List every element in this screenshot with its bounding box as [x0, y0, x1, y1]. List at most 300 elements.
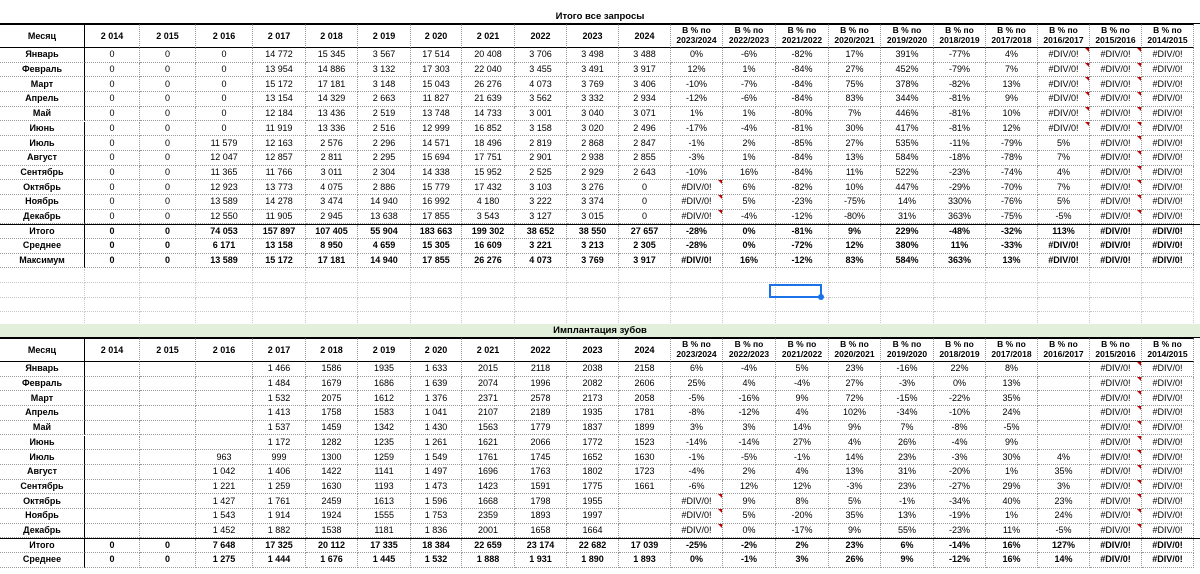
column-header[interactable]: 2 020 — [411, 24, 462, 48]
value-cell[interactable]: 3 276 — [567, 180, 619, 195]
value-cell[interactable]: 9% — [986, 436, 1038, 451]
value-cell[interactable]: 1 549 — [411, 450, 462, 465]
value-cell[interactable]: 14 886 — [306, 63, 358, 78]
value-cell[interactable]: -79% — [986, 136, 1038, 151]
value-cell[interactable]: 14 772 — [253, 48, 306, 63]
value-cell[interactable]: 1955 — [567, 494, 619, 509]
value-cell[interactable]: 113% — [1038, 225, 1090, 239]
value-cell[interactable]: 0 — [85, 195, 140, 210]
value-cell[interactable]: -84% — [776, 166, 829, 181]
value-cell[interactable]: 5% — [723, 195, 776, 210]
value-cell[interactable] — [140, 465, 196, 480]
value-cell[interactable]: 9% — [829, 524, 881, 539]
value-cell[interactable]: -20% — [776, 509, 829, 524]
value-cell[interactable]: 1% — [723, 107, 776, 122]
column-header[interactable]: В % по 2023/2024 — [671, 24, 723, 48]
value-cell[interactable]: 3 374 — [567, 195, 619, 210]
value-cell[interactable]: 1181 — [358, 524, 411, 539]
value-cell[interactable]: 17 432 — [462, 180, 515, 195]
value-cell[interactable]: 0 — [619, 195, 671, 210]
month-cell[interactable]: Октябрь — [0, 180, 85, 195]
value-cell[interactable]: -1% — [881, 494, 934, 509]
value-cell[interactable]: 26% — [881, 436, 934, 451]
empty-cell[interactable] — [462, 298, 515, 313]
empty-cell[interactable] — [881, 298, 934, 313]
value-cell[interactable]: #DIV/0! — [1090, 362, 1142, 377]
value-cell[interactable]: 27 657 — [619, 225, 671, 239]
empty-cell[interactable] — [1142, 283, 1194, 298]
value-cell[interactable]: #DIV/0! — [1090, 77, 1142, 92]
empty-cell[interactable] — [0, 298, 85, 313]
value-cell[interactable]: 0 — [196, 77, 253, 92]
empty-cell[interactable] — [1090, 298, 1142, 313]
value-cell[interactable]: -4% — [723, 210, 776, 225]
month-cell[interactable]: Август — [0, 151, 85, 166]
value-cell[interactable] — [85, 480, 140, 495]
value-cell[interactable]: 7% — [986, 63, 1038, 78]
value-cell[interactable]: 0 — [85, 48, 140, 63]
value-cell[interactable] — [619, 524, 671, 539]
value-cell[interactable]: 11 766 — [253, 166, 306, 181]
value-cell[interactable]: 3 040 — [567, 107, 619, 122]
value-cell[interactable]: 3 917 — [619, 254, 671, 269]
value-cell[interactable]: 13 336 — [306, 122, 358, 137]
value-cell[interactable]: -8% — [671, 406, 723, 421]
value-cell[interactable]: 2 516 — [358, 122, 411, 137]
value-cell[interactable]: 17 039 — [619, 539, 671, 553]
value-cell[interactable]: #DIV/0! — [1142, 391, 1194, 406]
value-cell[interactable]: -75% — [986, 210, 1038, 225]
value-cell[interactable]: #DIV/0! — [1038, 48, 1090, 63]
value-cell[interactable]: 12% — [986, 122, 1038, 137]
value-cell[interactable]: 1679 — [306, 377, 358, 392]
value-cell[interactable]: 3 158 — [515, 122, 567, 137]
value-cell[interactable]: #DIV/0! — [671, 254, 723, 269]
value-cell[interactable]: #DIV/0! — [1090, 48, 1142, 63]
value-cell[interactable]: 1 543 — [196, 509, 253, 524]
value-cell[interactable]: 0 — [85, 180, 140, 195]
value-cell[interactable]: -1% — [671, 136, 723, 151]
value-cell[interactable]: 15 172 — [253, 254, 306, 269]
column-header[interactable]: 2 019 — [358, 24, 411, 48]
value-cell[interactable]: -70% — [986, 180, 1038, 195]
value-cell[interactable]: 74 053 — [196, 225, 253, 239]
column-header[interactable]: В % по 2016/2017 — [1038, 338, 1090, 362]
value-cell[interactable]: #DIV/0! — [1142, 136, 1194, 151]
column-header[interactable]: Месяц — [0, 338, 85, 362]
empty-cell[interactable] — [253, 298, 306, 313]
value-cell[interactable]: #DIV/0! — [1142, 524, 1194, 539]
value-cell[interactable]: -32% — [986, 225, 1038, 239]
empty-cell[interactable] — [358, 269, 411, 284]
value-cell[interactable] — [85, 509, 140, 524]
value-cell[interactable]: 6% — [723, 180, 776, 195]
value-cell[interactable]: 17% — [829, 48, 881, 63]
value-cell[interactable]: 1259 — [358, 450, 411, 465]
column-header[interactable]: В % по 2014/2015 — [1142, 338, 1194, 362]
value-cell[interactable]: 0 — [85, 254, 140, 269]
value-cell[interactable]: 5% — [723, 509, 776, 524]
column-header[interactable]: В % по 2018/2019 — [934, 338, 986, 362]
value-cell[interactable]: -28% — [671, 225, 723, 239]
value-cell[interactable]: 1 042 — [196, 465, 253, 480]
month-cell[interactable]: Апрель — [0, 92, 85, 107]
value-cell[interactable]: 4 075 — [306, 180, 358, 195]
value-cell[interactable]: 75% — [829, 77, 881, 92]
month-cell[interactable]: Январь — [0, 48, 85, 63]
value-cell[interactable]: 0 — [85, 166, 140, 181]
value-cell[interactable] — [140, 377, 196, 392]
value-cell[interactable] — [85, 450, 140, 465]
value-cell[interactable]: 27% — [829, 377, 881, 392]
value-cell[interactable]: 1763 — [515, 465, 567, 480]
value-cell[interactable]: 1% — [986, 509, 1038, 524]
value-cell[interactable]: 1652 — [567, 450, 619, 465]
empty-cell[interactable] — [411, 269, 462, 284]
value-cell[interactable]: #DIV/0! — [671, 509, 723, 524]
value-cell[interactable]: #DIV/0! — [671, 524, 723, 539]
value-cell[interactable]: 0 — [140, 180, 196, 195]
value-cell[interactable]: -82% — [776, 48, 829, 63]
value-cell[interactable]: 4% — [1038, 166, 1090, 181]
month-cell[interactable]: Среднее — [0, 239, 85, 254]
value-cell[interactable]: 22 040 — [462, 63, 515, 78]
value-cell[interactable]: 13 638 — [358, 210, 411, 225]
column-header[interactable]: 2 021 — [462, 338, 515, 362]
value-cell[interactable]: 2 496 — [619, 122, 671, 137]
value-cell[interactable]: 13 154 — [253, 92, 306, 107]
value-cell[interactable]: 1 890 — [567, 553, 619, 568]
value-cell[interactable]: #DIV/0! — [1090, 524, 1142, 539]
value-cell[interactable]: 1664 — [567, 524, 619, 539]
value-cell[interactable]: #DIV/0! — [1090, 450, 1142, 465]
value-cell[interactable]: #DIV/0! — [1090, 494, 1142, 509]
value-cell[interactable]: 1668 — [462, 494, 515, 509]
empty-cell[interactable] — [881, 269, 934, 284]
empty-cell[interactable] — [934, 269, 986, 284]
value-cell[interactable]: 0 — [140, 239, 196, 254]
value-cell[interactable]: 0 — [140, 166, 196, 181]
value-cell[interactable]: 102% — [829, 406, 881, 421]
value-cell[interactable]: 4% — [776, 406, 829, 421]
value-cell[interactable]: 9% — [829, 225, 881, 239]
value-cell[interactable]: 0 — [196, 92, 253, 107]
value-cell[interactable]: 0% — [671, 48, 723, 63]
value-cell[interactable]: 3 015 — [567, 210, 619, 225]
month-cell[interactable]: Апрель — [0, 406, 85, 421]
value-cell[interactable]: #DIV/0! — [1090, 465, 1142, 480]
empty-cell[interactable] — [986, 269, 1038, 284]
value-cell[interactable]: 229% — [881, 225, 934, 239]
value-cell[interactable]: 4% — [829, 436, 881, 451]
value-cell[interactable]: -12% — [934, 553, 986, 568]
value-cell[interactable]: -14% — [671, 436, 723, 451]
value-cell[interactable]: 1630 — [619, 450, 671, 465]
value-cell[interactable]: 1935 — [358, 362, 411, 377]
value-cell[interactable]: 0% — [671, 553, 723, 568]
value-cell[interactable]: -81% — [934, 92, 986, 107]
value-cell[interactable]: -12% — [723, 406, 776, 421]
value-cell[interactable]: 15 779 — [411, 180, 462, 195]
empty-cell[interactable] — [140, 283, 196, 298]
value-cell[interactable]: 8% — [986, 362, 1038, 377]
value-cell[interactable]: 13 589 — [196, 254, 253, 269]
value-cell[interactable]: 1 261 — [411, 436, 462, 451]
value-cell[interactable]: -22% — [934, 391, 986, 406]
value-cell[interactable]: 16% — [723, 166, 776, 181]
value-cell[interactable]: -34% — [934, 494, 986, 509]
value-cell[interactable]: 1 259 — [253, 480, 306, 495]
value-cell[interactable]: 18 384 — [411, 539, 462, 553]
value-cell[interactable]: 0 — [85, 107, 140, 122]
value-cell[interactable]: 2578 — [515, 391, 567, 406]
value-cell[interactable]: 13 748 — [411, 107, 462, 122]
value-cell[interactable]: -84% — [776, 92, 829, 107]
value-cell[interactable]: #DIV/0! — [1090, 509, 1142, 524]
value-cell[interactable]: 16% — [986, 539, 1038, 553]
value-cell[interactable]: 1 633 — [411, 362, 462, 377]
value-cell[interactable]: 1 931 — [515, 553, 567, 568]
value-cell[interactable]: 23% — [881, 450, 934, 465]
empty-cell[interactable] — [829, 269, 881, 284]
empty-cell[interactable] — [934, 298, 986, 313]
value-cell[interactable]: 14 329 — [306, 92, 358, 107]
value-cell[interactable]: 1555 — [358, 509, 411, 524]
value-cell[interactable]: #DIV/0! — [1038, 77, 1090, 92]
empty-cell[interactable] — [358, 283, 411, 298]
value-cell[interactable]: 1779 — [515, 421, 567, 436]
value-cell[interactable]: 12% — [723, 480, 776, 495]
value-cell[interactable]: 0 — [85, 92, 140, 107]
value-cell[interactable]: 2 938 — [567, 151, 619, 166]
empty-cell[interactable] — [934, 283, 986, 298]
value-cell[interactable]: -48% — [934, 225, 986, 239]
value-cell[interactable]: -3% — [881, 377, 934, 392]
value-cell[interactable]: -5% — [986, 421, 1038, 436]
value-cell[interactable]: 3 917 — [619, 63, 671, 78]
value-cell[interactable]: 4% — [1038, 450, 1090, 465]
value-cell[interactable]: -5% — [671, 391, 723, 406]
value-cell[interactable]: -4% — [723, 122, 776, 137]
value-cell[interactable]: 15 043 — [411, 77, 462, 92]
column-header[interactable]: В % по 2020/2021 — [829, 338, 881, 362]
column-header[interactable]: 2024 — [619, 24, 671, 48]
value-cell[interactable]: 0% — [723, 524, 776, 539]
value-cell[interactable] — [85, 406, 140, 421]
value-cell[interactable]: 17 514 — [411, 48, 462, 63]
value-cell[interactable]: 7 648 — [196, 539, 253, 553]
value-cell[interactable]: -82% — [934, 77, 986, 92]
column-header[interactable]: 2 017 — [253, 24, 306, 48]
value-cell[interactable]: 11% — [986, 524, 1038, 539]
value-cell[interactable]: 1235 — [358, 436, 411, 451]
empty-cell[interactable] — [515, 298, 567, 313]
value-cell[interactable] — [619, 494, 671, 509]
value-cell[interactable]: 0 — [140, 225, 196, 239]
value-cell[interactable]: 2158 — [619, 362, 671, 377]
value-cell[interactable]: 2118 — [515, 362, 567, 377]
value-cell[interactable]: 1696 — [462, 465, 515, 480]
value-cell[interactable]: 3% — [1038, 480, 1090, 495]
column-header[interactable]: 2 015 — [140, 338, 196, 362]
value-cell[interactable]: 0 — [85, 225, 140, 239]
value-cell[interactable]: 9% — [986, 92, 1038, 107]
value-cell[interactable]: 20 112 — [306, 539, 358, 553]
value-cell[interactable]: 535% — [881, 136, 934, 151]
column-header[interactable]: 2023 — [567, 338, 619, 362]
empty-cell[interactable] — [196, 283, 253, 298]
value-cell[interactable]: -79% — [934, 63, 986, 78]
value-cell[interactable]: #DIV/0! — [1142, 450, 1194, 465]
value-cell[interactable]: 3 213 — [567, 239, 619, 254]
empty-cell[interactable] — [85, 269, 140, 284]
value-cell[interactable]: 2 929 — [567, 166, 619, 181]
value-cell[interactable]: #DIV/0! — [1090, 107, 1142, 122]
value-cell[interactable]: 2 886 — [358, 180, 411, 195]
value-cell[interactable]: 9% — [776, 391, 829, 406]
value-cell[interactable]: #DIV/0! — [671, 195, 723, 210]
value-cell[interactable]: 1781 — [619, 406, 671, 421]
value-cell[interactable]: 2 304 — [358, 166, 411, 181]
value-cell[interactable]: #DIV/0! — [1142, 539, 1194, 553]
value-cell[interactable]: 2 934 — [619, 92, 671, 107]
value-cell[interactable]: 17 855 — [411, 210, 462, 225]
value-cell[interactable]: 7% — [881, 421, 934, 436]
value-cell[interactable]: 12 999 — [411, 122, 462, 137]
empty-cell[interactable] — [567, 283, 619, 298]
value-cell[interactable]: #DIV/0! — [1142, 509, 1194, 524]
value-cell[interactable]: 10% — [829, 180, 881, 195]
month-cell[interactable]: Июнь — [0, 436, 85, 451]
empty-cell[interactable] — [986, 283, 1038, 298]
value-cell[interactable]: 11 827 — [411, 92, 462, 107]
value-cell[interactable]: 344% — [881, 92, 934, 107]
value-cell[interactable]: 1423 — [462, 480, 515, 495]
value-cell[interactable]: 3 706 — [515, 48, 567, 63]
month-cell[interactable]: Итого — [0, 225, 85, 239]
value-cell[interactable]: 1802 — [567, 465, 619, 480]
value-cell[interactable]: 452% — [881, 63, 934, 78]
value-cell[interactable]: 1772 — [567, 436, 619, 451]
value-cell[interactable]: 4 073 — [515, 254, 567, 269]
value-cell[interactable]: 0 — [140, 92, 196, 107]
value-cell[interactable]: 2058 — [619, 391, 671, 406]
value-cell[interactable]: -10% — [671, 166, 723, 181]
value-cell[interactable]: 2 305 — [619, 239, 671, 254]
value-cell[interactable]: -10% — [671, 77, 723, 92]
value-cell[interactable]: 1899 — [619, 421, 671, 436]
value-cell[interactable]: 15 952 — [462, 166, 515, 181]
value-cell[interactable]: 1 753 — [411, 509, 462, 524]
empty-cell[interactable] — [1038, 283, 1090, 298]
empty-cell[interactable] — [671, 283, 723, 298]
value-cell[interactable]: 2 576 — [306, 136, 358, 151]
value-cell[interactable]: 0 — [85, 239, 140, 254]
value-cell[interactable]: 1 452 — [196, 524, 253, 539]
value-cell[interactable]: -81% — [776, 122, 829, 137]
column-header[interactable]: В % по 2017/2018 — [986, 338, 1038, 362]
value-cell[interactable]: 17 855 — [411, 254, 462, 269]
month-cell[interactable]: Август — [0, 465, 85, 480]
value-cell[interactable]: #DIV/0! — [1142, 63, 1194, 78]
value-cell[interactable]: #DIV/0! — [1038, 254, 1090, 269]
value-cell[interactable]: 9% — [881, 553, 934, 568]
value-cell[interactable]: 1686 — [358, 377, 411, 392]
value-cell[interactable] — [196, 362, 253, 377]
value-cell[interactable]: 2 519 — [358, 107, 411, 122]
value-cell[interactable]: -8% — [934, 421, 986, 436]
value-cell[interactable]: 3 127 — [515, 210, 567, 225]
value-cell[interactable]: 1 275 — [196, 553, 253, 568]
value-cell[interactable]: 30% — [829, 122, 881, 137]
value-cell[interactable]: 3 498 — [567, 48, 619, 63]
selected-cell[interactable] — [769, 284, 822, 298]
value-cell[interactable]: -14% — [934, 539, 986, 553]
column-header[interactable]: 2 017 — [253, 338, 306, 362]
column-header[interactable]: В % по 2022/2023 — [723, 338, 776, 362]
value-cell[interactable]: #DIV/0! — [1090, 553, 1142, 568]
value-cell[interactable]: -78% — [986, 151, 1038, 166]
value-cell[interactable]: #DIV/0! — [1142, 48, 1194, 63]
value-cell[interactable]: -80% — [776, 107, 829, 122]
value-cell[interactable]: #DIV/0! — [1090, 254, 1142, 269]
value-cell[interactable]: #DIV/0! — [1090, 63, 1142, 78]
value-cell[interactable]: 380% — [881, 239, 934, 254]
value-cell[interactable]: 23% — [881, 480, 934, 495]
value-cell[interactable]: -3% — [829, 480, 881, 495]
value-cell[interactable]: 107 405 — [306, 225, 358, 239]
value-cell[interactable]: #DIV/0! — [1142, 480, 1194, 495]
value-cell[interactable]: -5% — [1038, 210, 1090, 225]
month-cell[interactable]: Май — [0, 107, 85, 122]
table1-title[interactable]: Итого все запросы — [0, 10, 1200, 24]
value-cell[interactable]: 2189 — [515, 406, 567, 421]
column-header[interactable]: В % по 2016/2017 — [1038, 24, 1090, 48]
empty-cell[interactable] — [829, 283, 881, 298]
value-cell[interactable]: 3% — [723, 421, 776, 436]
value-cell[interactable]: -25% — [671, 539, 723, 553]
month-cell[interactable]: Ноябрь — [0, 195, 85, 210]
value-cell[interactable]: 35% — [986, 391, 1038, 406]
value-cell[interactable] — [196, 377, 253, 392]
value-cell[interactable] — [140, 421, 196, 436]
value-cell[interactable]: 14 940 — [358, 195, 411, 210]
column-header[interactable]: 2 018 — [306, 24, 358, 48]
empty-cell[interactable] — [829, 298, 881, 313]
value-cell[interactable]: 11 579 — [196, 136, 253, 151]
empty-cell[interactable] — [411, 283, 462, 298]
value-cell[interactable]: 1% — [723, 151, 776, 166]
empty-cell[interactable] — [462, 269, 515, 284]
value-cell[interactable]: 27% — [776, 436, 829, 451]
value-cell[interactable]: 13 158 — [253, 239, 306, 254]
value-cell[interactable]: 1 484 — [253, 377, 306, 392]
empty-cell[interactable] — [196, 298, 253, 313]
value-cell[interactable]: 25% — [671, 377, 723, 392]
value-cell[interactable]: 0% — [723, 225, 776, 239]
value-cell[interactable]: 3 001 — [515, 107, 567, 122]
value-cell[interactable] — [1038, 436, 1090, 451]
value-cell[interactable]: 1996 — [515, 377, 567, 392]
value-cell[interactable]: -12% — [776, 210, 829, 225]
month-cell[interactable]: Сентябрь — [0, 480, 85, 495]
value-cell[interactable]: -23% — [934, 524, 986, 539]
value-cell[interactable]: 1613 — [358, 494, 411, 509]
value-cell[interactable]: -23% — [776, 195, 829, 210]
value-cell[interactable]: 3 132 — [358, 63, 411, 78]
value-cell[interactable]: 1 532 — [411, 553, 462, 568]
value-cell[interactable]: 2173 — [567, 391, 619, 406]
